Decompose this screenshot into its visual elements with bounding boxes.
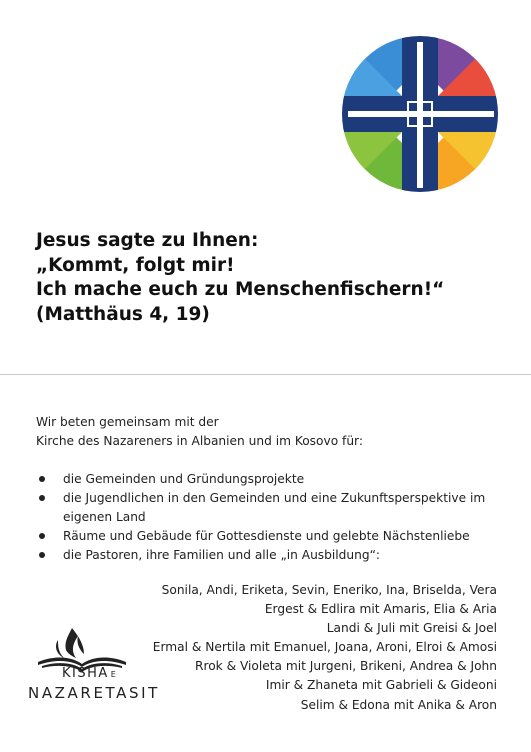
prayer-list xyxy=(36,470,506,565)
cross-circle-logo-icon xyxy=(340,34,500,194)
names-line: Ermal & Nertila mit Emanuel, Joana, Aroni, Elroi & Amosi xyxy=(152,640,497,655)
intro-line: Wir beten gemeinsam mit der xyxy=(36,415,219,429)
list-item: die Jugendlichen in den Gemeinden und eine Zukunftsperspektive im eigenen Land xyxy=(36,489,506,527)
bible-quote xyxy=(36,229,506,327)
names-line: Selim & Edona mit Anika & Aron xyxy=(300,697,497,712)
logo-word-nazaretasit: NAZARETASIT xyxy=(28,684,160,702)
list-item: Räume und Gebäude für Gottesdienste und gelebte Nächstenliebe xyxy=(36,527,506,546)
quote-line: Ich mache euch zu Menschenfischern!“ xyxy=(36,279,445,300)
logo-word-kisha: KISHA E xyxy=(62,666,116,681)
header-card xyxy=(0,0,531,375)
intro-line: Kirche des Nazareners in Albanien und im Kosovo für: xyxy=(36,434,363,448)
names-line: Rrok & Violeta mit Jurgeni, Brikeni, Andrea & John xyxy=(194,659,497,674)
list-item: die Pastoren, ihre Familien und alle „in Ausbildung“: xyxy=(36,546,506,565)
quote-reference: (Matthäus 4, 19) xyxy=(36,303,210,325)
names-line: Imir & Zhaneta mit Gabrieli & Gideoni xyxy=(265,678,497,693)
names-line: Sonila, Andi, Eriketa, Sevin, Eneriko, Ina, Briselda, Vera xyxy=(161,583,497,597)
names-line: Landi & Juli mit Greisi & Joel xyxy=(326,621,497,636)
quote-line: Jesus sagte zu Ihnen: xyxy=(36,230,259,251)
kisha-nazaretasit-logo xyxy=(28,624,178,729)
list-item: die Gemeinden und Gründungsprojekte xyxy=(36,470,506,489)
quote-line: „Kommt, folgt mir! xyxy=(36,254,235,276)
prayer-intro xyxy=(36,413,506,451)
names-line: Ergest & Edlira mit Amaris, Elia & Aria xyxy=(264,602,497,617)
